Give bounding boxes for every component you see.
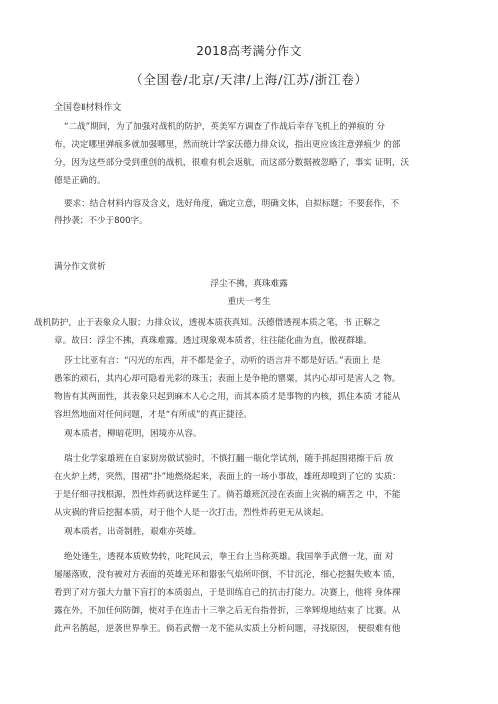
body-line: 从灾祸的背后挖掘本质，对于他个人是一次打击，烈性炸药更无从谈起。 xyxy=(54,508,330,518)
material-line: 分，因为这些部分受到重创的战机，很难有机会返航，而这部分数据被忽略了，事实 证明，沃 xyxy=(54,158,410,168)
document-subtitle: （全国卷/北京/天津/上海/江苏/浙江卷） xyxy=(130,72,368,87)
section-heading: 全国卷Ⅱ材料作文 xyxy=(54,103,122,113)
essay-title: 浮尘不拂，真珠难露 xyxy=(210,279,288,289)
material-line: 布，决定哪里弹痕多就加强哪里，然而统计学家沃德力排众议，指出更应该注意弹痕少 的部 xyxy=(54,140,401,150)
body-line: 屡屡落败，没有被对方表面的英雄光环和嚣张气焰所吓倒，不甘沉沦，细心挖掘失败本 质， xyxy=(54,570,401,580)
body-line: 物皆有其两面性，其表象只起到麻木人心之用，而其本质才是事物的内核，抓住本质 才能从 xyxy=(54,392,401,402)
body-line: 看到了对方强大力量下盲打的本质弱点，于是训练自己的抗击打能力。决赛上，他将 身体裸 xyxy=(54,588,401,598)
document-title: 2018高考满分作文 xyxy=(196,44,302,58)
body-line: 于是仔细寻找根源，烈性炸药就这样诞生了。倘若雄班沉浸在表面上灾祸的痛苦之 中，不能 xyxy=(54,490,401,500)
body-line: 观本质者，柳暗花明，困境亦从容。 xyxy=(64,429,202,439)
body-line: 瑞士化学家雄班在自家厨房做试验时，不慎打翻一瓶化学试剂，随手抓起围裙擦干后 放 xyxy=(64,454,394,464)
body-line: 在火炉上烤，突然，围裙“扑”地燃烧起来，表面上的一场小事故，雄班却嗅到了它的 实质： xyxy=(54,472,401,482)
requirement-line: 要求：结合材料内容及含义，选好角度，确定立意，明确文体，自拟标题；不要套作，不 xyxy=(64,199,400,209)
body-line: 容坦然地面对任何问题，才是“有所成”的真正捷径。 xyxy=(54,410,252,420)
body-line: 观本质者，出奇制胜，艰难亦英雄。 xyxy=(64,527,202,537)
body-line: 愚笨的顽石，其内心却可隐着光彩的珠玉；表面上是争艳的罂粟，其内心却可是害人之 物。 xyxy=(54,374,401,384)
body-line: 此声名鹊起，逆袭世界拳王。倘若武僧一龙不能从实质上分析问题，寻找原因， 便很难有他 xyxy=(54,624,401,634)
body-line: 莎士比亚有言：“闪光的东西，并不都是金子，动听的语言并不都是好话。”表面上 是 xyxy=(64,356,381,366)
appreciation-label: 满分作文赏析 xyxy=(54,262,106,272)
material-line: “二战”期间，为了加强对战机的防护，英美军方调查了作战后幸存飞机上的弹痕的 分 xyxy=(64,122,386,132)
body-line: 章。故曰：浮尘不拂，真珠难露。透过现象观本质者，往往能化曲为直，傲视群雄。 xyxy=(54,336,372,346)
body-line: 露在外，不加任何防御，使对手在连击十三拳之后无台指骨折，三拳辉煌地结束了 比赛。从 xyxy=(54,606,401,616)
body-line: 战机防护，止于表象众人服；力排众议，透视本质获真知。沃德借透视本质之笔，书 正解之 xyxy=(34,318,381,328)
material-line: 德是正确的。 xyxy=(54,176,106,186)
essay-author: 重庆一考生 xyxy=(227,297,271,307)
body-line: 绝处逢生，透视本质败势转，叱咤风云，拳王台上当称英雄。我国拳手武僧一龙，面 对 xyxy=(64,552,394,562)
requirement-line: 得抄袭；不少于800字。 xyxy=(54,216,148,226)
